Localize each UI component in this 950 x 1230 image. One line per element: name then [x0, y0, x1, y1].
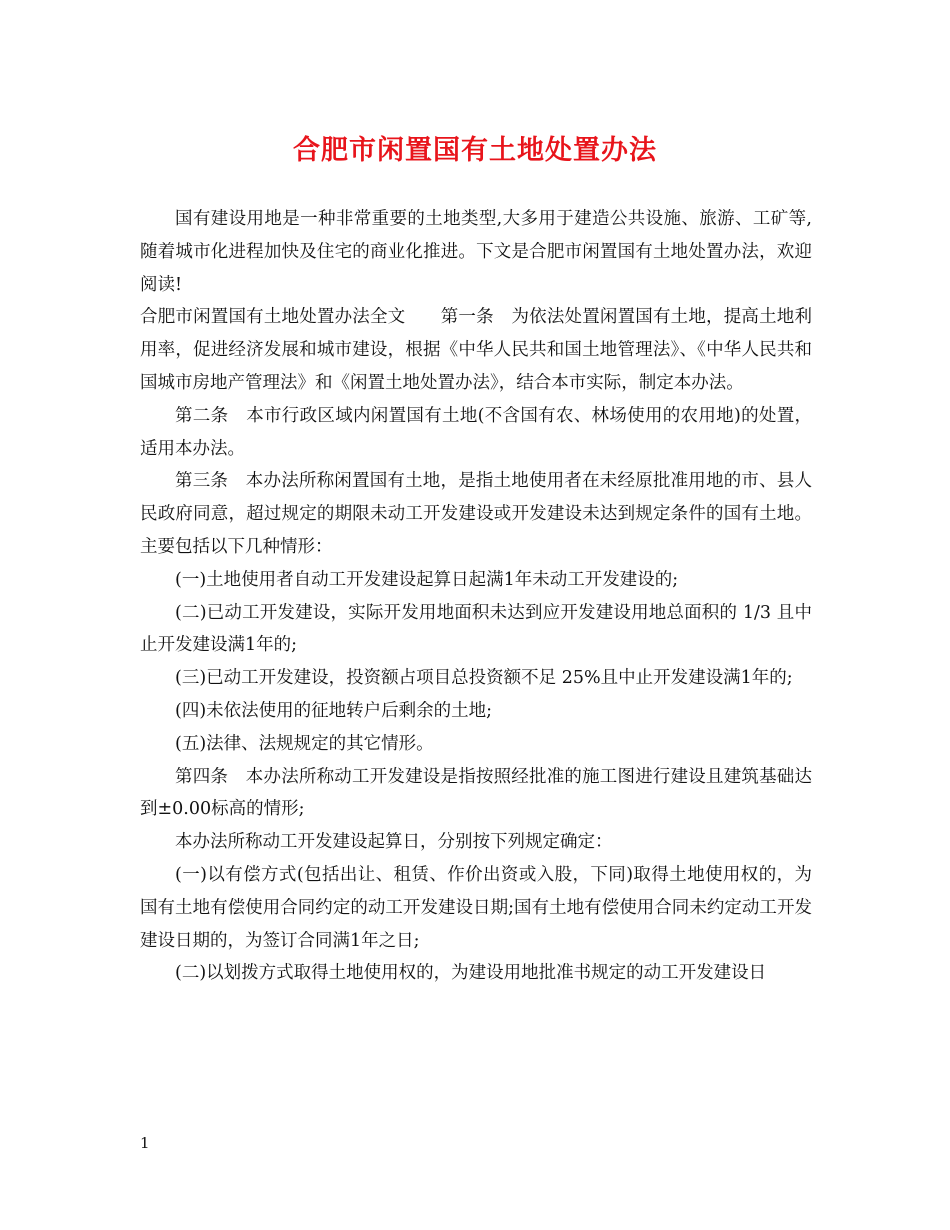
paragraph: (二)以划拨方式取得土地使用权的，为建设用地批准书规定的动工开发建设日 — [175, 963, 767, 984]
paragraph: (一)以有偿方式(包括出让、租赁、作价出资或入股，下同)取得土地使用权的，为国有土地有偿使用合同约定的动工开发建设日期;国有土地有偿使用合同未约定动工开发建设日期的，为签订合同满1年之日; — [140, 864, 812, 951]
document-body — [140, 203, 812, 990]
paragraph: (五)法律、法规规定的其它情形。 — [175, 733, 434, 754]
document-title: 合肥市闲置国有土地处置办法 — [293, 135, 657, 166]
paragraph: 国有建设用地是一种非常重要的土地类型,大多用于建造公共设施、旅游、工矿等,随着城市化进程加快及住宅的商业化推进。下文是合肥市闲置国有土地处置办法，欢迎阅读! — [140, 209, 812, 295]
paragraph: 第三条 本办法所称闲置国有土地，是指土地使用者在未经原批准用地的市、县人民政府同意，超过规定的期限未动工开发建设或开发建设未达到规定条件的国有土地。主要包括以下几种情形： — [140, 471, 812, 557]
paragraph: (二)已动工开发建设，实际开发用地面积未达到应开发建设用地总面积的 1/3 且中止开发建设满1年的; — [140, 602, 812, 656]
paragraph: 第四条 本办法所称动工开发建设是指按照经批准的施工图进行建设且建筑基础达到±0.00标高的情形; — [140, 766, 812, 820]
paragraph: 第二条 本市行政区域内闲置国有土地(不含国有农、林场使用的农用地)的处置，适用本办法。 — [140, 405, 812, 459]
paragraph: 合肥市闲置国有土地处置办法全文 第一条 为依法处置闲置国有土地，提高土地利用率，促进经济发展和城市建设，根据《中华人民共和国土地管理法》、《中华人民共和国城市房地产管理法》和《闲置土地处置办法》，结合本市实际，制定本办法。 — [140, 307, 812, 393]
paragraph: (一)土地使用者自动工开发建设起算日起满1年未动工开发建设的; — [175, 569, 679, 590]
paragraph: 本办法所称动工开发建设起算日，分别按下列规定确定： — [175, 832, 613, 853]
paragraph: (三)已动工开发建设，投资额占项目总投资额不足 25%且中止开发建设满1年的; — [175, 668, 793, 689]
paragraph: (四)未依法使用的征地转户后剩余的土地; — [175, 700, 493, 721]
page-number: 1 — [140, 1134, 150, 1152]
